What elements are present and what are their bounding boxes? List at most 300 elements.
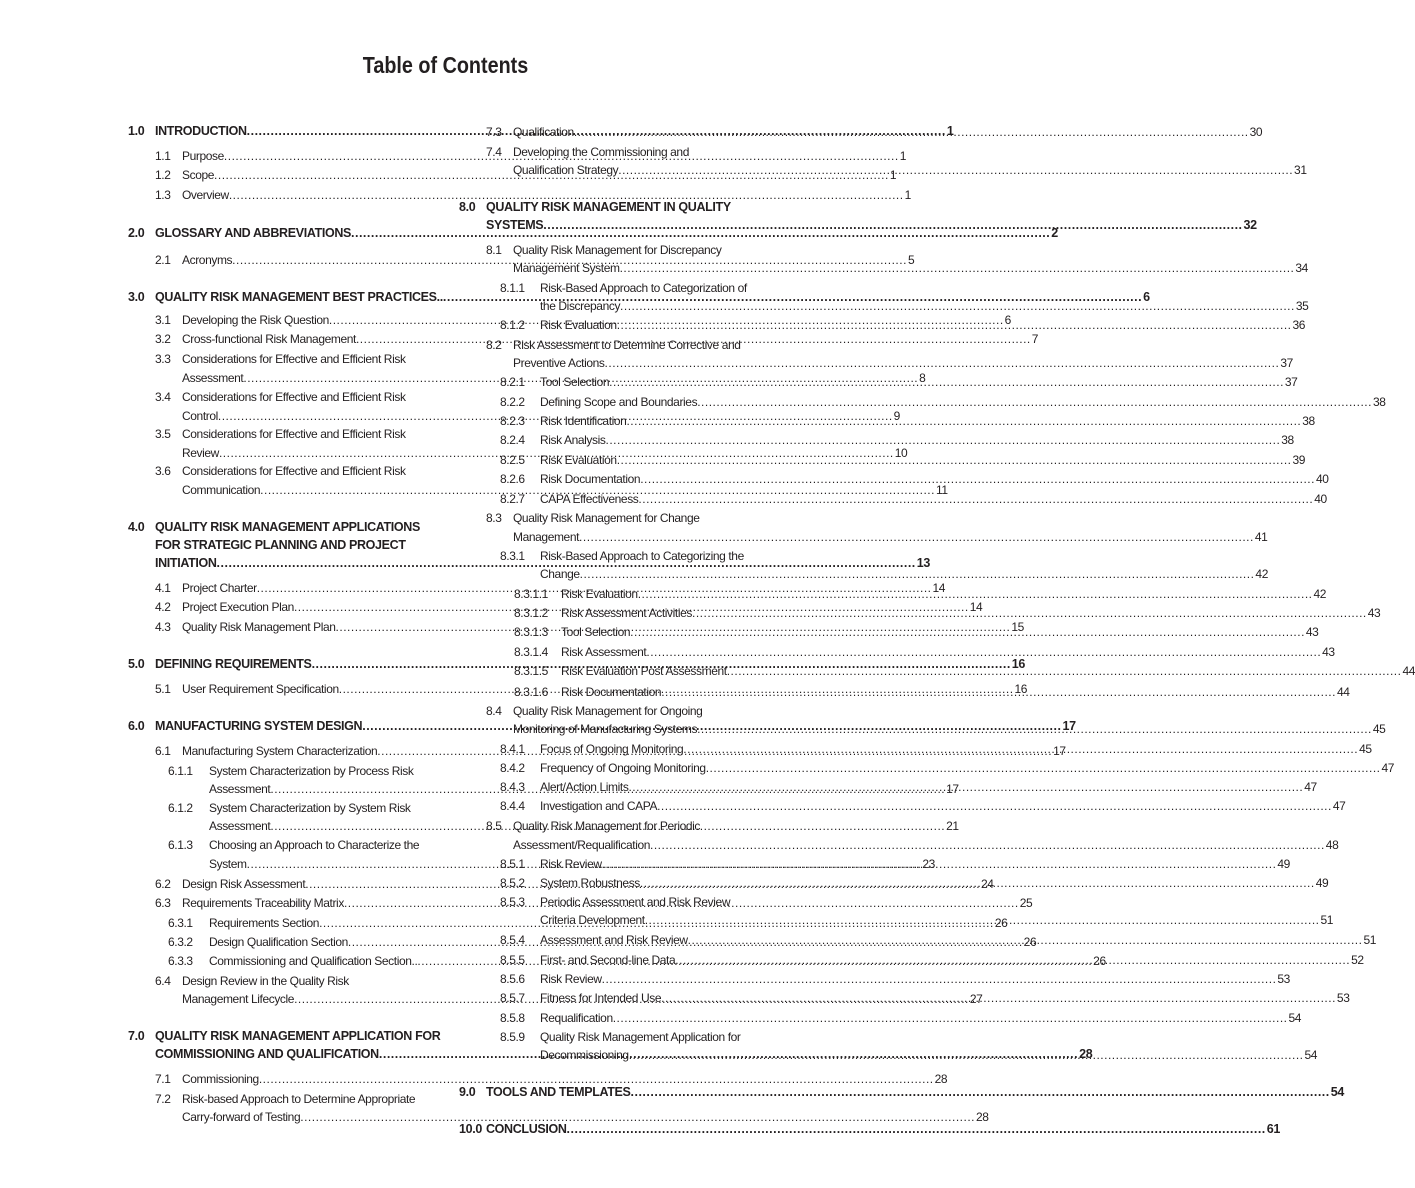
dot-leader bbox=[224, 147, 899, 165]
dot-leader bbox=[379, 1045, 1078, 1063]
toc-entry-page: 26 bbox=[1023, 935, 1037, 949]
toc-entry-number: 7.0 bbox=[128, 1029, 145, 1043]
dot-leader bbox=[640, 874, 1315, 892]
dot-leader bbox=[620, 259, 1295, 277]
toc-entry bbox=[486, 702, 763, 720]
dot-leader bbox=[351, 224, 1050, 242]
toc-entry-page: 10 bbox=[894, 446, 908, 460]
toc-entry-title: Defining Scope and Boundaries bbox=[540, 395, 698, 409]
dot-leader bbox=[727, 662, 1402, 680]
toc-entry-page: 8 bbox=[919, 371, 926, 385]
toc-entry-number: 8.5.4 bbox=[500, 933, 525, 947]
toc-entry-title: Risk Review bbox=[540, 972, 602, 986]
page-title: Table of Contents bbox=[362, 52, 529, 78]
toc-entry bbox=[459, 1120, 1280, 1138]
toc-entry-number: 1.2 bbox=[155, 168, 171, 182]
toc-entry bbox=[182, 1108, 989, 1126]
dot-leader bbox=[243, 369, 918, 387]
toc-entry-title: Criteria Development bbox=[540, 913, 645, 927]
toc-entry-number: 8.0 bbox=[459, 200, 476, 214]
toc-entry-title: Tool Selection bbox=[561, 625, 631, 639]
toc-entry-number: 4.2 bbox=[155, 600, 171, 614]
toc-entry-title: Quality Risk Management for Discrepancy bbox=[513, 243, 722, 257]
dot-leader bbox=[629, 1046, 1304, 1064]
toc-entry-title: Commissioning and Qualification Section.. bbox=[209, 954, 418, 968]
toc-entry-number: 8.4.4 bbox=[500, 799, 525, 813]
toc-entry-title: Periodic Assessment and Risk Review bbox=[540, 895, 731, 909]
toc-entry-title: Choosing an Approach to Characterize the bbox=[209, 838, 420, 852]
dot-leader bbox=[617, 316, 1292, 334]
dot-leader bbox=[640, 470, 1315, 488]
dot-leader bbox=[605, 354, 1280, 372]
dot-leader bbox=[706, 759, 1381, 777]
toc-entry-number: 6.0 bbox=[128, 719, 145, 733]
toc-entry-title: QUALITY RISK MANAGEMENT APPLICATION FOR bbox=[155, 1029, 441, 1043]
toc-entry-page: 51 bbox=[1320, 913, 1334, 927]
toc-entry-title: Requalification bbox=[540, 1011, 613, 1025]
toc-entry-title: Cross-functional Risk Management bbox=[182, 332, 356, 346]
toc-entry-title: CONCLUSION bbox=[486, 1122, 567, 1136]
toc-entry-title: First- and Second-line Data bbox=[540, 953, 676, 967]
toc-entry-title: Risk Identification bbox=[540, 414, 627, 428]
toc-entry-title: Commissioning bbox=[182, 1072, 259, 1086]
toc-entry-number: 8.2.3 bbox=[500, 414, 525, 428]
dot-leader bbox=[574, 123, 1249, 141]
toc-entry-page: 31 bbox=[1294, 163, 1307, 177]
toc-entry bbox=[486, 241, 763, 259]
dot-leader bbox=[443, 288, 1142, 306]
toc-entry-title: TOOLS AND TEMPLATES bbox=[486, 1085, 631, 1099]
dot-leader bbox=[609, 373, 1284, 391]
toc-entry-page: 49 bbox=[1315, 876, 1329, 890]
dot-leader bbox=[697, 393, 1372, 411]
toc-entry-title: Acronyms bbox=[182, 253, 233, 267]
dot-leader bbox=[650, 836, 1325, 854]
toc-entry-title: Quality Risk Management for Ongoing bbox=[513, 704, 703, 718]
toc-entry-number: 6.3 bbox=[155, 896, 171, 910]
toc-entry-title: Overview bbox=[182, 188, 229, 202]
toc-entry-title: GLOSSARY AND ABBREVIATIONS bbox=[155, 226, 352, 240]
toc-entry-title: Monitoring of Manufacturing Systems bbox=[513, 722, 698, 736]
toc-entry-page: 39 bbox=[1292, 453, 1306, 467]
toc-entry-number: 1.3 bbox=[155, 188, 171, 202]
toc-entry-title: System Characterization by System Risk bbox=[209, 801, 411, 815]
toc-entry-number: 8.2.2 bbox=[500, 395, 525, 409]
dot-leader bbox=[312, 655, 1011, 673]
toc-entry-number: 8.2.6 bbox=[500, 472, 525, 486]
toc-entry-title: Considerations for Effective and Efficient Risk bbox=[182, 427, 406, 441]
toc-entry-page: 23 bbox=[922, 857, 935, 871]
dot-leader bbox=[319, 914, 994, 932]
dot-leader bbox=[661, 683, 1336, 701]
toc-entry-number: 2.1 bbox=[155, 253, 171, 267]
toc-entry-number: 1.0 bbox=[128, 124, 145, 138]
toc-entry bbox=[155, 425, 432, 443]
toc-entry-page: 15 bbox=[1011, 620, 1024, 634]
toc-entry-title: QUALITY RISK MANAGEMENT IN QUALITY bbox=[486, 200, 731, 214]
toc-entry-title: Assessment bbox=[209, 782, 271, 796]
toc-entry-page: 25 bbox=[1019, 896, 1033, 910]
toc-entry-number: 8.4.1 bbox=[500, 742, 525, 756]
toc-entry bbox=[500, 1028, 763, 1046]
toc-entry-page: 30 bbox=[1249, 125, 1263, 139]
toc-entry-page: 28 bbox=[934, 1072, 948, 1086]
toc-entry-title: Risk Assessment Activities bbox=[561, 606, 692, 620]
toc-entry-page: 13 bbox=[916, 556, 930, 570]
toc-entry bbox=[155, 462, 432, 480]
toc-entry-page: 28 bbox=[1079, 1047, 1093, 1061]
toc-entry-page: 2 bbox=[1051, 226, 1058, 240]
toc-entry bbox=[486, 336, 763, 354]
toc-entry bbox=[500, 970, 1290, 988]
toc-entry-page: 42 bbox=[1313, 587, 1327, 601]
toc-entry-title: Alert/Action Limits bbox=[540, 780, 629, 794]
toc-entry-number: 8.3.1.4 bbox=[514, 645, 548, 659]
toc-entry bbox=[486, 509, 763, 527]
toc-entry bbox=[500, 316, 1306, 334]
toc-entry bbox=[514, 643, 1335, 661]
dot-leader bbox=[613, 1009, 1288, 1027]
toc-entry-title: Design Qualification Section bbox=[209, 935, 348, 949]
toc-entry-title: Investigation and CAPA bbox=[540, 799, 658, 813]
toc-entry-title: INITIATION bbox=[155, 556, 217, 570]
toc-entry-number: 8.5.8 bbox=[500, 1011, 525, 1025]
toc-entry-page: 1 bbox=[899, 149, 906, 163]
toc-entry-page: 43 bbox=[1305, 625, 1319, 639]
dot-leader bbox=[631, 1083, 1330, 1101]
toc-entry-page: 51 bbox=[1363, 933, 1377, 947]
toc-entry-number: 8.4.2 bbox=[500, 761, 525, 775]
toc-entry bbox=[514, 683, 1350, 701]
toc-entry-number: 8.3.1 bbox=[500, 549, 525, 563]
toc-entry-title: Control bbox=[182, 409, 218, 423]
dot-leader bbox=[646, 643, 1321, 661]
toc-entry-number: 3.2 bbox=[155, 332, 171, 346]
toc-entry-number: 8.5.1 bbox=[500, 857, 525, 871]
dot-leader bbox=[217, 554, 916, 572]
toc-entry-title: Management bbox=[513, 530, 580, 544]
dot-leader bbox=[602, 855, 1277, 873]
toc-entry-page: 53 bbox=[1277, 972, 1290, 986]
dot-leader bbox=[683, 740, 1358, 758]
dot-leader bbox=[270, 817, 945, 835]
toc-entry bbox=[500, 393, 1386, 411]
dot-leader bbox=[329, 311, 1004, 329]
toc-entry-page: 26 bbox=[1093, 954, 1106, 968]
toc-entry-title: Preventive Actions bbox=[513, 356, 605, 370]
toc-entry-title: QUALITY RISK MANAGEMENT BEST PRACTICES.. bbox=[155, 290, 443, 304]
toc-entry-title: Design Risk Assessment bbox=[182, 877, 306, 891]
toc-entry-title: Decommissioning bbox=[540, 1048, 629, 1062]
dot-leader bbox=[567, 1120, 1266, 1138]
toc-entry bbox=[513, 259, 1308, 277]
toc-entry bbox=[500, 759, 1395, 777]
toc-entry bbox=[168, 799, 432, 817]
toc-entry-number: 3.6 bbox=[155, 464, 171, 478]
toc-entry-page: 54 bbox=[1330, 1085, 1344, 1099]
toc-entry-number: 7.1 bbox=[155, 1072, 171, 1086]
dot-leader bbox=[344, 894, 1019, 912]
toc-entry-title: User Requirement Specification bbox=[182, 682, 339, 696]
toc-entry bbox=[486, 123, 1263, 141]
toc-entry-page: 16 bbox=[1014, 682, 1028, 696]
toc-entry-page: 1 bbox=[904, 188, 911, 202]
toc-entry-number: 8.3.1.2 bbox=[514, 606, 548, 620]
dot-leader bbox=[688, 931, 1363, 949]
toc-entry-page: 47 bbox=[1304, 780, 1317, 794]
toc-entry bbox=[459, 1083, 1344, 1101]
toc-entry bbox=[513, 836, 1339, 854]
toc-entry-number: 3.3 bbox=[155, 352, 171, 366]
dot-leader bbox=[339, 680, 1014, 698]
toc-entry-title: Qualification bbox=[513, 125, 574, 139]
toc-entry-title: Tool Selection bbox=[540, 375, 610, 389]
toc-entry-title: Quality Risk Management Application for bbox=[540, 1030, 741, 1044]
dot-leader bbox=[618, 161, 1293, 179]
dot-leader bbox=[229, 186, 904, 204]
dot-leader bbox=[305, 875, 980, 893]
toc-entry-title: Change bbox=[540, 567, 580, 581]
toc-entry bbox=[500, 547, 763, 565]
toc-entry-title: Risk Evaluation Post Assessment bbox=[561, 664, 727, 678]
toc-entry-title: Requirements Section bbox=[209, 916, 320, 930]
toc-entry-page: 38 bbox=[1302, 414, 1315, 428]
toc-entry bbox=[500, 431, 1294, 449]
dot-leader bbox=[336, 618, 1011, 636]
toc-entry bbox=[500, 797, 1346, 815]
toc-entry-title: Manufacturing System Characterization bbox=[182, 744, 378, 758]
toc-entry-page: 9 bbox=[893, 409, 900, 423]
toc-entry-page: 44 bbox=[1336, 685, 1350, 699]
toc-entry-title: DEFINING REQUIREMENTS bbox=[155, 657, 312, 671]
toc-entry-page: 14 bbox=[969, 600, 983, 614]
toc-entry bbox=[459, 198, 763, 216]
toc-entry-title: Design Review in the Quality Risk bbox=[182, 974, 349, 988]
toc-entry bbox=[540, 297, 1309, 315]
toc-entry bbox=[500, 412, 1315, 430]
toc-entry-page: 1 bbox=[946, 124, 954, 138]
toc-entry bbox=[500, 279, 763, 297]
toc-entry-number: 8.5.6 bbox=[500, 972, 525, 986]
dot-leader bbox=[356, 330, 1031, 348]
toc-entry-number: 8.3 bbox=[486, 511, 502, 525]
toc-entry-number: 8.5.3 bbox=[500, 895, 525, 909]
toc-entry-number: 8.1.2 bbox=[500, 318, 525, 332]
toc-entry-page: 40 bbox=[1315, 472, 1329, 486]
dot-leader bbox=[232, 251, 907, 269]
toc-entry-title: Management Lifecycle bbox=[182, 992, 295, 1006]
toc-entry-number: 6.2 bbox=[155, 877, 171, 891]
dot-leader bbox=[626, 412, 1301, 430]
dot-leader bbox=[697, 720, 1372, 738]
toc-entry-page: 41 bbox=[1254, 530, 1268, 544]
toc-entry-title: INTRODUCTION bbox=[155, 124, 247, 138]
toc-entry-number: 8.2.1 bbox=[500, 375, 525, 389]
toc-entry-number: 8.2 bbox=[486, 338, 502, 352]
toc-entry-title: CAPA Effectiveness bbox=[540, 492, 639, 506]
toc-entry-title: the Discrepancy bbox=[540, 299, 621, 313]
toc-entry-title: MANUFACTURING SYSTEM DESIGN bbox=[155, 719, 363, 733]
toc-entry bbox=[500, 373, 1298, 391]
toc-entry-page: 49 bbox=[1277, 857, 1290, 871]
toc-entry bbox=[168, 762, 432, 780]
toc-entry-title: Assessment bbox=[182, 371, 244, 385]
toc-entry-title: Project Charter bbox=[182, 581, 257, 595]
toc-entry-title: Developing the Risk Question bbox=[182, 313, 329, 327]
toc-entry-page: 1 bbox=[889, 168, 897, 182]
toc-entry bbox=[513, 528, 1268, 546]
toc-entry bbox=[486, 143, 763, 161]
toc-entry-title: Risk Documentation bbox=[561, 685, 662, 699]
toc-entry-title: Risk Evaluation bbox=[561, 587, 638, 601]
toc-entry-number: 1.1 bbox=[155, 149, 171, 163]
dot-leader bbox=[675, 951, 1350, 969]
dot-leader bbox=[247, 122, 946, 140]
toc-entry-number: 10.0 bbox=[459, 1122, 482, 1136]
toc-entry-title: Risk Review bbox=[540, 857, 602, 871]
toc-entry-page: 37 bbox=[1280, 356, 1293, 370]
toc-entry-number: 6.1 bbox=[155, 744, 171, 758]
toc-entry-number: 8.5 bbox=[486, 819, 502, 833]
toc-entry bbox=[155, 972, 432, 990]
toc-entry bbox=[513, 161, 1307, 179]
dot-leader bbox=[617, 451, 1292, 469]
dot-leader bbox=[692, 604, 1367, 622]
toc-entry-title: FOR STRATEGIC PLANNING AND PROJECT bbox=[155, 538, 406, 552]
toc-entry-page: 52 bbox=[1351, 953, 1364, 967]
toc-entry-number: 6.3.1 bbox=[168, 916, 193, 930]
toc-entry-number: 8.3.1.3 bbox=[514, 625, 548, 639]
toc-entry bbox=[540, 565, 1268, 583]
toc-entry-page: 37 bbox=[1284, 375, 1298, 389]
dot-leader bbox=[219, 444, 894, 462]
toc-entry-number: 7.2 bbox=[155, 1092, 171, 1106]
toc-entry bbox=[500, 893, 763, 911]
dot-leader bbox=[620, 297, 1295, 315]
toc-entry-page: 40 bbox=[1314, 492, 1327, 506]
dot-leader bbox=[606, 431, 1281, 449]
toc-entry-number: 4.0 bbox=[128, 520, 145, 534]
toc-entry bbox=[168, 836, 432, 854]
toc-entry-title: Focus of Ongoing Monitoring bbox=[540, 742, 684, 756]
toc-entry-number: 4.1 bbox=[155, 581, 171, 595]
toc-entry-page: 34 bbox=[1295, 261, 1308, 275]
toc-entry-page: 38 bbox=[1372, 395, 1386, 409]
toc-entry-number: 8.1 bbox=[486, 243, 502, 257]
toc-entry-number: 8.2.4 bbox=[500, 433, 525, 447]
toc-entry-page: 47 bbox=[1332, 799, 1346, 813]
toc-entry-number: 8.4 bbox=[486, 704, 502, 718]
dot-leader bbox=[645, 911, 1320, 929]
toc-entry-number: 5.0 bbox=[128, 657, 145, 671]
dot-leader bbox=[259, 1070, 934, 1088]
toc-entry-number: 8.2.5 bbox=[500, 453, 525, 467]
toc-entry-title: Risk-based Approach to Determine Appropriate bbox=[182, 1092, 416, 1106]
toc-entry-number: 6.3.2 bbox=[168, 935, 193, 949]
toc-entry-number: 9.0 bbox=[459, 1085, 476, 1099]
toc-entry-number: 4.3 bbox=[155, 620, 171, 634]
toc-entry-page: 11 bbox=[935, 483, 948, 497]
toc-entry-title: Considerations for Effective and Efficient Risk bbox=[182, 390, 406, 404]
toc-entry bbox=[155, 1090, 432, 1108]
toc-entry-title: Quality Risk Management for Periodic bbox=[513, 819, 701, 833]
toc-entry-page: 36 bbox=[1292, 318, 1306, 332]
dot-leader bbox=[294, 598, 969, 616]
dot-leader bbox=[638, 490, 1313, 508]
toc-entry-page: 5 bbox=[907, 253, 915, 267]
toc-entry-number: 3.0 bbox=[128, 290, 145, 304]
toc-entry-page: 6 bbox=[1143, 290, 1150, 304]
toc-entry-page: 21 bbox=[946, 819, 959, 833]
toc-entry-page: 17 bbox=[1062, 719, 1076, 733]
toc-entry-title: Quality Risk Management for Change bbox=[513, 511, 700, 525]
dot-leader bbox=[260, 481, 935, 499]
toc-entry-title: QUALITY RISK MANAGEMENT APPLICATIONS bbox=[155, 520, 420, 534]
toc-entry-title: Assessment and Risk Review bbox=[540, 933, 688, 947]
toc-entry-number: 7.3 bbox=[486, 125, 502, 139]
toc-entry-page: 14 bbox=[932, 581, 946, 595]
toc-entry-number: 6.1.1 bbox=[168, 764, 193, 778]
toc-entry bbox=[155, 186, 911, 204]
toc-entry-number: 6.1.2 bbox=[168, 801, 193, 815]
toc-entry-number: 3.4 bbox=[155, 390, 171, 404]
dot-leader bbox=[628, 778, 1303, 796]
toc-entry-title: Risk-Based Approach to Categorization of bbox=[540, 281, 747, 295]
toc-entry-title: Fitness for Intended Use bbox=[540, 991, 662, 1005]
toc-entry-title: Considerations for Effective and Efficient Risk bbox=[182, 464, 406, 478]
toc-entry-page: 17 bbox=[1053, 744, 1066, 758]
toc-entry-title: Assessment/Requalification bbox=[513, 838, 651, 852]
toc-entry-page: 7 bbox=[1031, 332, 1039, 346]
dot-leader bbox=[300, 1108, 975, 1126]
toc-entry-page: 45 bbox=[1372, 722, 1386, 736]
toc-entry-title: Risk Assessment bbox=[561, 645, 647, 659]
dot-leader bbox=[661, 989, 1336, 1007]
toc-entry-title: Risk Evaluation bbox=[540, 318, 617, 332]
toc-entry-title: Frequency of Ongoing Monitoring bbox=[540, 761, 706, 775]
toc-entry-title: Risk Evaluation bbox=[540, 453, 617, 467]
toc-entry-title: Communication bbox=[182, 483, 261, 497]
toc-entry-number: 8.5.7 bbox=[500, 991, 525, 1005]
toc-entry-page: 44 bbox=[1402, 664, 1415, 678]
dot-leader bbox=[657, 797, 1332, 815]
toc-entry-number: 6.1.3 bbox=[168, 838, 193, 852]
toc-entry-title: Developing the Commissioning and bbox=[513, 145, 689, 159]
toc-entry-title: Project Execution Plan bbox=[182, 600, 294, 614]
toc-entry bbox=[155, 350, 432, 368]
toc-entry bbox=[155, 388, 432, 406]
toc-entry-number: 8.5.9 bbox=[500, 1030, 525, 1044]
toc-entry-title: Risk-Based Approach to Categorizing the bbox=[540, 549, 744, 563]
toc-entry-page: 32 bbox=[1243, 218, 1257, 232]
toc-entry-number: 8.3.1.6 bbox=[514, 685, 548, 699]
toc-entry bbox=[513, 354, 1293, 372]
toc-entry-number: 3.1 bbox=[155, 313, 171, 327]
dot-leader bbox=[579, 528, 1254, 546]
dot-leader bbox=[602, 970, 1277, 988]
toc-entry-title: Purpose bbox=[182, 149, 224, 163]
dot-leader bbox=[270, 780, 945, 798]
dot-leader bbox=[362, 717, 1061, 735]
toc-entry-page: 24 bbox=[981, 877, 994, 891]
toc-entry-number: 6.3.3 bbox=[168, 954, 193, 968]
toc-entry-title: Qualification Strategy bbox=[513, 163, 619, 177]
toc-entry-title: SYSTEMS bbox=[486, 218, 544, 232]
toc-entry bbox=[155, 1070, 948, 1088]
toc-entry-page: 47 bbox=[1381, 761, 1395, 775]
toc-entry-number: 8.5.2 bbox=[500, 876, 525, 890]
toc-entry-title: Considerations for Effective and Efficient Risk bbox=[182, 352, 406, 366]
